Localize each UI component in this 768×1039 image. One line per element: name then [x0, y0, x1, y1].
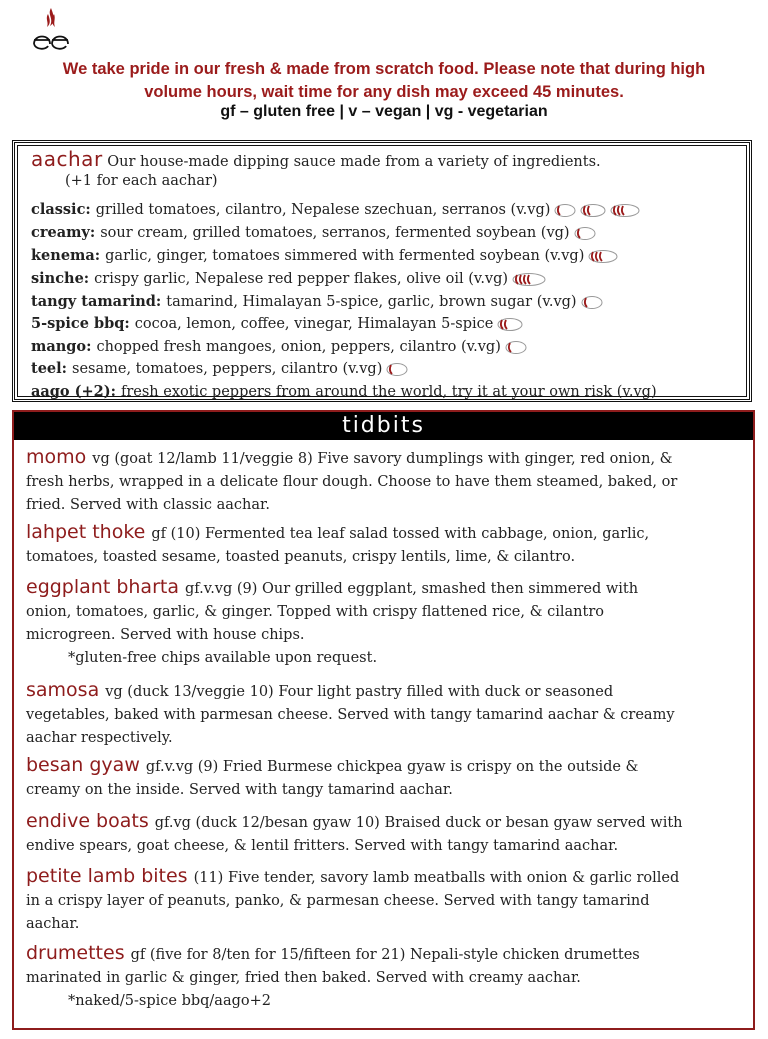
tidbits-section: [12, 410, 755, 1030]
pepper-heat-icon: [554, 203, 576, 217]
sauce-name: teel:: [31, 360, 68, 377]
menu-item-name: besan gyaw: [26, 754, 140, 776]
sauce-name: mango:: [31, 338, 92, 355]
sauce-row: [31, 247, 618, 264]
menu-item: [26, 446, 746, 517]
menu-item-description: onion, tomatoes, garlic, & ginger. Topped with crispy flattened rice, & cilantro: [26, 604, 604, 620]
pepper-heat-icon: [588, 249, 618, 263]
pepper-heat-icon: [581, 295, 603, 309]
menu-item-name: petite lamb bites: [26, 865, 188, 887]
menu-item-description: tomatoes, toasted sesame, toasted peanuts, crispy lentils, lime, & cilantro.: [26, 549, 576, 565]
menu-item-name: eggplant bharta: [26, 576, 179, 598]
sauce-row: [31, 224, 596, 241]
diet-legend: gf – gluten free | v – vegan | vg - vegetarian: [220, 103, 548, 120]
menu-item-description: gf (10) Fermented tea leaf salad tossed with cabbage, onion, garlic,: [151, 526, 650, 542]
menu-item-name: lahpet thoke: [26, 521, 146, 543]
menu-item-description: gf.v.vg (9) Our grilled eggplant, smashed then simmered with: [184, 581, 639, 597]
sauce-description: chopped fresh mangoes, onion, peppers, cilantro (v.vg): [96, 338, 501, 355]
pepper-heat-icon: [497, 317, 523, 331]
menu-item-description: in a crispy layer of peanuts, panko, & parmesan cheese. Served with tangy tamarind: [26, 893, 650, 909]
sauce-name: classic:: [31, 201, 91, 218]
pepper-heat-icon: [386, 362, 408, 376]
menu-item-line: [26, 576, 746, 601]
menu-item: [26, 942, 746, 1013]
aachar-extra-charge: (+1 for each aachar): [65, 173, 218, 189]
menu-item-description: vegetables, baked with parmesan cheese. Served with tangy tamarind aachar & creamy: [26, 707, 675, 723]
sauce-name: sinche:: [31, 270, 90, 287]
menu-item-description: endive spears, goat cheese, & lentil fritters. Served with tangy tamarind aachar.: [26, 838, 619, 854]
sauce-row: [31, 201, 640, 218]
menu-item-line: [26, 942, 746, 967]
menu-item-name: endive boats: [26, 810, 149, 832]
aachar-description: Our house-made dipping sauce made from a variety of ingredients.: [107, 154, 601, 170]
sauce-name: creamy:: [31, 224, 96, 241]
sauce-name: tangy tamarind:: [31, 293, 162, 310]
menu-item-description: creamy on the inside. Served with tangy tamarind aachar.: [26, 782, 453, 798]
menu-item-description: aachar respectively.: [26, 730, 173, 746]
aachar-title: aachar: [31, 147, 103, 171]
menu-item: [26, 521, 746, 569]
menu-item-description: fresh herbs, wrapped in a delicate flour dough. Choose to have them steamed, baked, or: [26, 474, 678, 490]
menu-item-description: marinated in garlic & ginger, fried then baked. Served with creamy aachar.: [26, 970, 581, 986]
sauce-description: sesame, tomatoes, peppers, cilantro (v.vg): [72, 360, 383, 377]
menu-item-name: drumettes: [26, 942, 125, 964]
sauce-name: 5-spice bbq:: [31, 315, 130, 332]
menu-item: [26, 810, 746, 858]
sauce-row: [31, 383, 657, 400]
menu-item-note: *gluten-free chips available upon request.: [68, 650, 378, 666]
menu-item-line: [26, 446, 746, 471]
menu-item-description: gf.vg (duck 12/besan gyaw 10) Braised duck or besan gyaw served with: [154, 815, 683, 831]
sauce-description: tamarind, Himalayan 5-spice, garlic, brown sugar (v.vg): [166, 293, 577, 310]
menu-item-line: [26, 754, 746, 779]
sauce-name: aago (+2):: [31, 383, 116, 400]
menu-item-description: gf.v.vg (9) Fried Burmese chickpea gyaw is crispy on the outside &: [145, 759, 639, 775]
menu-item-line: [26, 679, 746, 704]
sauce-description: fresh exotic peppers from around the world, try it at your own risk (v.vg): [120, 383, 657, 400]
menu-item-line: [26, 810, 746, 835]
sauce-description: cocoa, lemon, coffee, vinegar, Himalayan 5-spice: [134, 315, 494, 332]
sauce-description: grilled tomatoes, cilantro, Nepalese szechuan, serranos (v.vg): [95, 201, 551, 218]
menu-item-description: fried. Served with classic aachar.: [26, 497, 270, 513]
menu-item: [26, 679, 746, 750]
tidbits-title: tidbits: [14, 412, 753, 440]
menu-item-line: [26, 521, 746, 546]
sauce-name: kenema:: [31, 247, 101, 264]
sauce-row: [31, 338, 527, 355]
flame-logo-icon: [32, 6, 70, 52]
sauce-row: [31, 293, 603, 310]
sauce-row: [31, 270, 546, 287]
menu-item-description: (11) Five tender, savory lamb meatballs with onion & garlic rolled: [193, 870, 680, 886]
menu-item-name: samosa: [26, 679, 100, 701]
pepper-heat-icon: [512, 272, 546, 286]
aachar-heading: [31, 147, 601, 171]
menu-item-description: gf (five for 8/ten for 15/fifteen for 21) Nepali-style chicken drumettes: [130, 947, 640, 963]
menu-item-name: momo: [26, 446, 87, 468]
sauce-description: crispy garlic, Nepalese red pepper flakes, olive oil (v.vg): [94, 270, 509, 287]
sauce-row: [31, 315, 523, 332]
menu-item-description: microgreen. Served with house chips.: [26, 627, 305, 643]
notice-text: We take pride in our fresh & made from scratch food. Please note that during high volume hours, wait time for any dish may exceed 45 minutes.: [62, 60, 706, 101]
sauce-row: [31, 360, 408, 377]
pepper-heat-icon: [505, 340, 527, 354]
menu-item-description: vg (goat 12/lamb 11/veggie 8) Five savory dumplings with ginger, red onion, &: [92, 451, 673, 467]
pepper-heat-icon: [580, 203, 606, 217]
menu-item-line: [26, 865, 746, 890]
sauce-description: garlic, ginger, tomatoes simmered with fermented soybean (v.vg): [105, 247, 585, 264]
menu-item: [26, 865, 746, 936]
menu-item-description: aachar.: [26, 916, 80, 932]
pepper-heat-icon: [574, 226, 596, 240]
menu-item: [26, 576, 746, 670]
pepper-heat-icon: [610, 203, 640, 217]
menu-item-note: *naked/5-spice bbq/aago+2: [68, 993, 271, 1009]
menu-item: [26, 754, 746, 802]
aachar-section: [12, 140, 752, 402]
sauce-description: sour cream, grilled tomatoes, serranos, fermented soybean (vg): [100, 224, 570, 241]
menu-item-description: vg (duck 13/veggie 10) Four light pastry filled with duck or seasoned: [105, 684, 614, 700]
